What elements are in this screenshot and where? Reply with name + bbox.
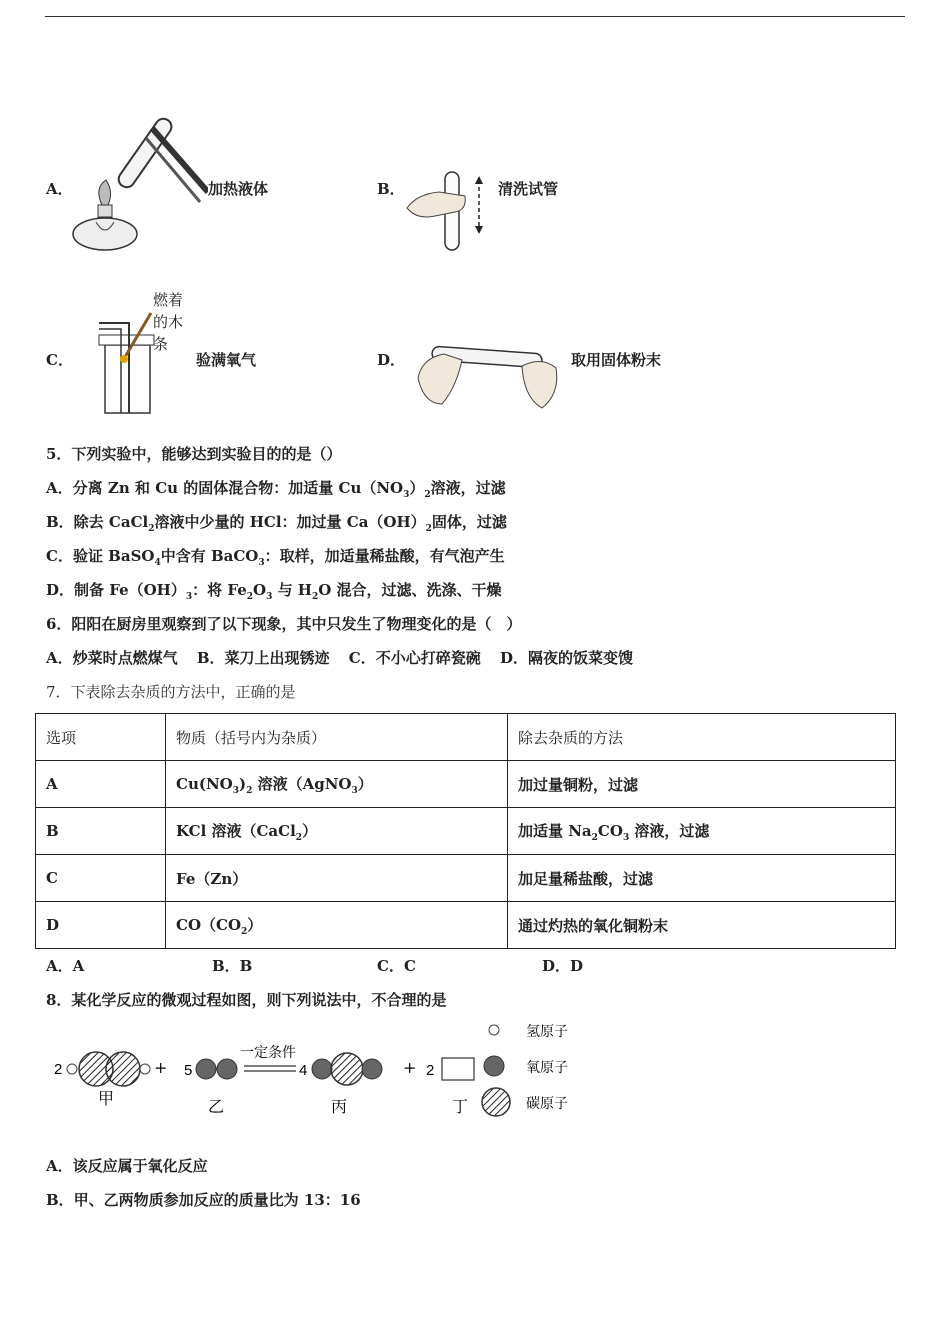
q4-option-c-caption: 验满氧气 xyxy=(196,351,257,369)
q6-option-d: D．隔夜的饭菜变馊 xyxy=(499,649,633,667)
q6-option-b: B．菜刀上出现锈迹 xyxy=(196,649,330,667)
o-atom xyxy=(217,1059,237,1079)
c-atom xyxy=(331,1053,363,1085)
impurity-table xyxy=(35,713,896,949)
q5-option-a: A．分离 Zn 和 Cu 的固体混合物：加适量 $Cu(NO_3)_2$溶液，过滤 xyxy=(46,479,506,500)
header-rule xyxy=(45,16,905,17)
table-row: D $CO(CO_2)$ 通过灼热的氧化铜粉末 xyxy=(36,902,896,949)
coef-jia: 2 xyxy=(54,1061,63,1078)
o-atom xyxy=(362,1059,382,1079)
h-atom xyxy=(140,1064,150,1074)
legend-h-icon xyxy=(489,1025,499,1035)
q6-option-c: C．不小心打碎瓷碗 xyxy=(348,649,481,667)
unknown-box xyxy=(442,1058,474,1080)
washing-tube-figure xyxy=(405,170,500,255)
table-row: C Fe（Zn） 加足量稀盐酸，过滤 xyxy=(36,855,896,902)
legend-h-label: 氢原子 xyxy=(526,1024,568,1040)
svg-text:+: + xyxy=(403,1058,417,1077)
q4-option-a-caption: 加热液体 xyxy=(208,180,269,198)
q4-option-b-caption: 清洗试管 xyxy=(498,180,559,198)
q6-options xyxy=(46,648,633,668)
q7-answer-c: C．C xyxy=(377,957,416,975)
q7-stem: 7．下表除去杂质的方法中，正确的是 xyxy=(46,683,296,701)
powder-transfer-figure xyxy=(412,338,562,413)
q4-option-d-caption: 取用固体粉末 xyxy=(571,351,662,369)
name-bing: 丙 xyxy=(331,1097,348,1116)
q8-stem: 8．某化学反应的微观过程如图，则下列说法中，不合理的是 xyxy=(46,991,447,1009)
header-method: 除去杂质的方法 xyxy=(508,714,896,761)
name-jia: 甲 xyxy=(98,1089,115,1108)
reaction-condition: 一定条件 xyxy=(240,1045,296,1061)
table-row: A $Cu(NO_3)_2$ 溶液（AgNO$_3$） 加过量铜粉，过滤 xyxy=(36,761,896,808)
name-ding: 丁 xyxy=(452,1097,469,1116)
heating-liquid-figure xyxy=(68,110,208,255)
name-yi: 乙 xyxy=(208,1097,225,1116)
q6-option-a: A．炒菜时点燃煤气 xyxy=(46,649,178,667)
header-substance: 物质（括号内为杂质） xyxy=(166,714,508,761)
legend-c-label: 碳原子 xyxy=(526,1096,568,1112)
q6-stem: 6．阳阳在厨房里观察到了以下现象，其中只发生了物理变化的是（ ） xyxy=(46,615,522,633)
q5-stem: 5．下列实验中，能够达到实验目的的是（） xyxy=(46,445,342,463)
oxygen-check-figure xyxy=(95,305,157,417)
h-atom xyxy=(67,1064,77,1074)
coef-ding: 2 xyxy=(426,1062,435,1079)
q7-answer-a: A．A xyxy=(46,957,85,975)
legend-o-label: 氧原子 xyxy=(526,1060,568,1076)
coef-yi: 5 xyxy=(184,1062,193,1079)
q5-option-b: B．除去 CaCl$_2$溶液中少量的 HCl：加过量 $Ca(OH)_2$固体，过滤 xyxy=(46,513,507,534)
o-atom xyxy=(312,1059,332,1079)
coef-bing: 4 xyxy=(299,1062,308,1079)
q8-option-b: B．甲、乙两物质参加反应的质量比为 13：16 xyxy=(46,1191,361,1209)
q4-option-d-letter: D． xyxy=(377,351,406,369)
svg-text:+: + xyxy=(154,1058,168,1077)
legend-c-icon xyxy=(482,1088,510,1116)
q5-option-c: C．验证 BaSO$_4$中含有 BaCO$_3$：取样，加适量稀盐酸，有气泡产生 xyxy=(46,547,505,568)
burning-stick-label: 燃着的木条 xyxy=(153,291,184,353)
legend-o-icon xyxy=(484,1056,504,1076)
table-row: B KCl 溶液（CaCl$_2$） 加适量 $Na_2CO_3$ 溶液，过滤 xyxy=(36,808,896,855)
header-option: 选项 xyxy=(36,714,166,761)
q5-option-d: D．制备 $Fe(OH)_3$：将 $Fe_2O_3$ 与 $H_2O$ 混合，过滤、洗涤、干燥 xyxy=(46,581,502,602)
q7-answer-b: B．B xyxy=(212,957,253,975)
q8-option-a: A．该反应属于氧化反应 xyxy=(46,1157,208,1175)
o-atom xyxy=(196,1059,216,1079)
q4-option-b-letter: B． xyxy=(377,180,405,198)
c-atom xyxy=(106,1052,140,1086)
q4-option-c-letter: C． xyxy=(46,351,73,369)
q4-option-a-letter: A． xyxy=(46,180,73,198)
reaction-diagram xyxy=(40,1018,600,1123)
table-header-row xyxy=(36,714,896,761)
q7-answer-d: D．D xyxy=(542,957,584,975)
